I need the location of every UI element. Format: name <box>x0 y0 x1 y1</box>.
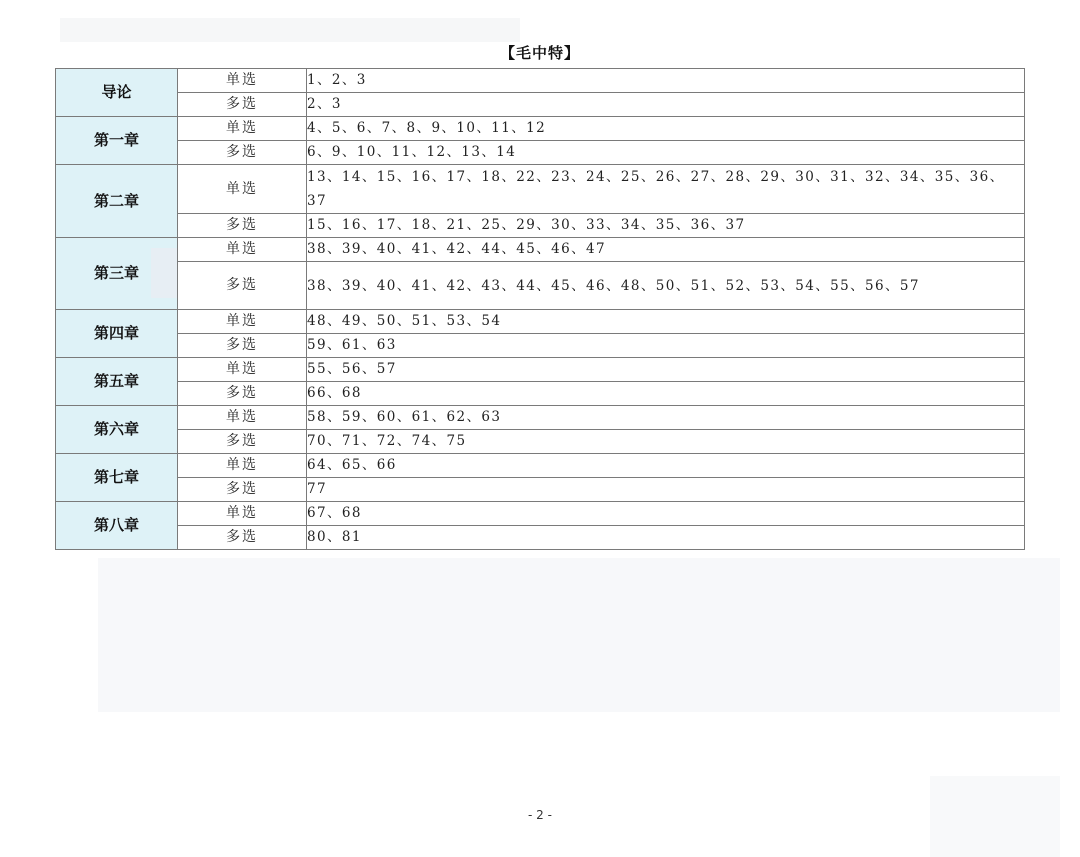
single-choice-numbers: 48、49、50、51、53、54 <box>307 310 1025 334</box>
multi-choice-label: 多选 <box>178 430 307 454</box>
table-row <box>56 262 1025 310</box>
chapter-label: 导论 <box>101 83 132 101</box>
table-row <box>56 310 1025 334</box>
table-row <box>56 502 1025 526</box>
table-row <box>56 358 1025 382</box>
multi-choice-numbers: 15、16、17、18、21、25、29、30、33、34、35、36、37 <box>307 214 1025 238</box>
multi-choice-numbers: 38、39、40、41、42、43、44、45、46、48、50、51、52、53、54、55、56、57 <box>307 262 1025 310</box>
multi-choice-label: 多选 <box>178 93 307 117</box>
single-choice-label: 单选 <box>178 165 307 214</box>
single-choice-label: 单选 <box>178 454 307 478</box>
table-row <box>56 214 1025 238</box>
chapter-cell <box>56 165 178 238</box>
table-row <box>56 478 1025 502</box>
single-choice-label: 单选 <box>178 238 307 262</box>
chapter-cell <box>56 117 178 165</box>
single-choice-numbers: 38、39、40、41、42、44、45、46、47 <box>307 238 1025 262</box>
multi-choice-label: 多选 <box>178 262 307 310</box>
single-choice-numbers: 67、68 <box>307 502 1025 526</box>
chapter-label: 第六章 <box>93 420 139 438</box>
background-shade-middle <box>98 558 1060 712</box>
table-row <box>56 334 1025 358</box>
single-choice-label: 单选 <box>178 69 307 93</box>
table-row <box>56 165 1025 214</box>
answer-table <box>55 68 1025 550</box>
single-choice-numbers: 64、65、66 <box>307 454 1025 478</box>
chapter-label: 第七章 <box>93 468 139 486</box>
chapter-cell <box>56 358 178 406</box>
single-choice-label: 单选 <box>178 117 307 141</box>
table-row <box>56 454 1025 478</box>
chapter-cell <box>56 69 178 117</box>
table-row <box>56 382 1025 406</box>
multi-choice-numbers: 6、9、10、11、12、13、14 <box>307 141 1025 165</box>
multi-choice-numbers: 66、68 <box>307 382 1025 406</box>
multi-choice-numbers: 2、3 <box>307 93 1025 117</box>
chapter-label: 第二章 <box>93 191 139 210</box>
single-choice-label: 单选 <box>178 358 307 382</box>
multi-choice-numbers: 80、81 <box>307 526 1025 550</box>
single-choice-numbers: 58、59、60、61、62、63 <box>307 406 1025 430</box>
table-row <box>56 69 1025 93</box>
single-choice-label: 单选 <box>178 310 307 334</box>
single-choice-label: 单选 <box>178 406 307 430</box>
chapter-label: 第四章 <box>93 324 139 342</box>
table-row <box>56 406 1025 430</box>
single-choice-numbers: 55、56、57 <box>307 358 1025 382</box>
single-choice-numbers: 4、5、6、7、8、9、10、11、12 <box>307 117 1025 141</box>
table-row <box>56 430 1025 454</box>
chapter-cell <box>56 502 178 550</box>
chapter-cell <box>56 406 178 454</box>
chapter-label: 第五章 <box>93 372 139 390</box>
chapter-cell <box>56 454 178 502</box>
multi-choice-label: 多选 <box>178 334 307 358</box>
page-number: - 2 - <box>528 808 552 822</box>
scan-artifact <box>151 248 177 298</box>
single-choice-label: 单选 <box>178 502 307 526</box>
chapter-cell <box>56 238 178 310</box>
multi-choice-label: 多选 <box>178 141 307 165</box>
chapter-label: 第一章 <box>93 131 139 149</box>
multi-choice-numbers: 77 <box>307 478 1025 502</box>
chapter-label: 第八章 <box>93 516 139 534</box>
document-title: 【毛中特】 <box>499 44 580 62</box>
chapter-label: 第三章 <box>93 264 139 282</box>
chapter-cell <box>56 310 178 358</box>
multi-choice-label: 多选 <box>178 478 307 502</box>
multi-choice-label: 多选 <box>178 526 307 550</box>
multi-choice-numbers: 59、61、63 <box>307 334 1025 358</box>
multi-choice-label: 多选 <box>178 382 307 406</box>
single-choice-numbers: 13、14、15、16、17、18、22、23、24、25、26、27、28、29、30、31、32、34、35、36、37 <box>307 165 1025 214</box>
background-shade-top <box>60 18 520 42</box>
multi-choice-numbers: 70、71、72、74、75 <box>307 430 1025 454</box>
table-row <box>56 526 1025 550</box>
table-row <box>56 93 1025 117</box>
table-row <box>56 117 1025 141</box>
multi-choice-label: 多选 <box>178 214 307 238</box>
single-choice-numbers: 1、2、3 <box>307 69 1025 93</box>
table-row <box>56 238 1025 262</box>
table-row <box>56 141 1025 165</box>
